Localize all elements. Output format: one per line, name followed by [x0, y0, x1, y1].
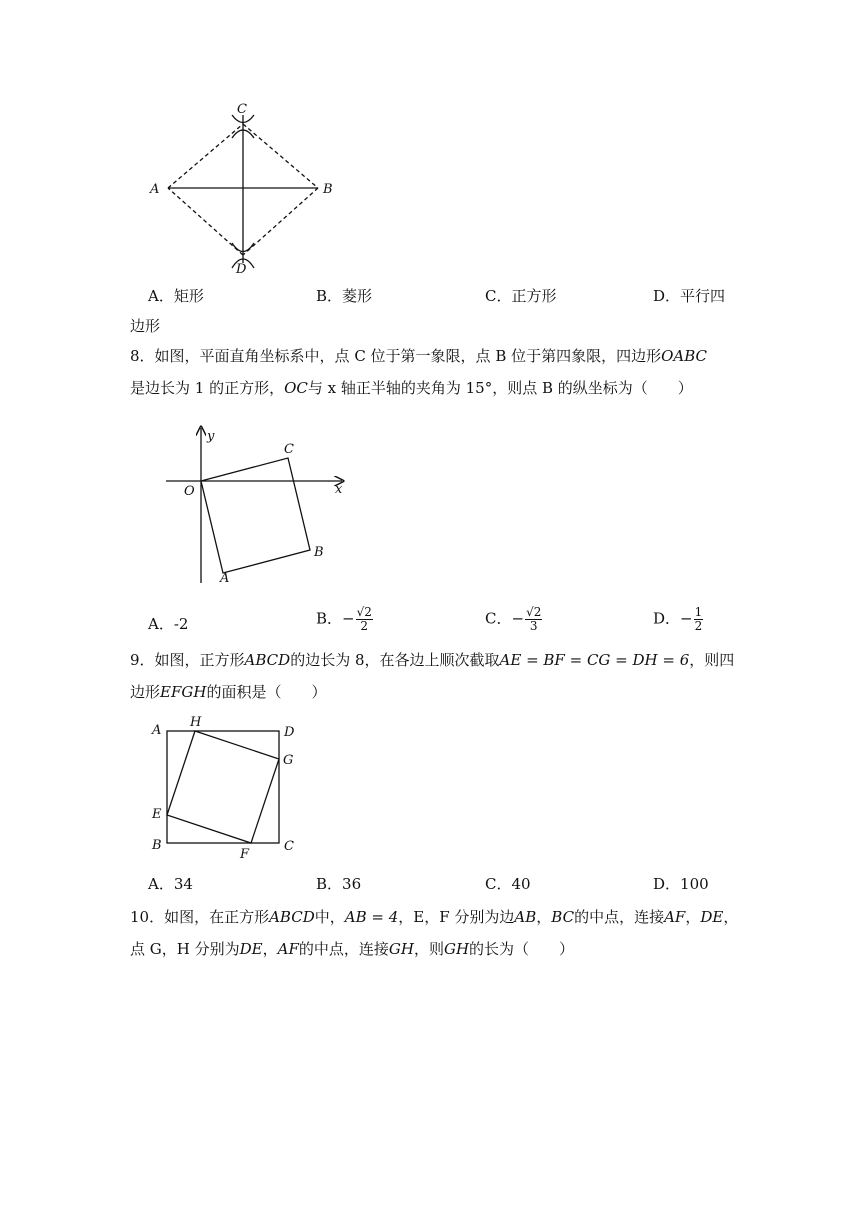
q9-label-d: D — [284, 725, 295, 740]
q8-stem-line2: 是边长为 1 的正方形，OC与 x 轴正半轴的夹角为 15°，则点 B 的纵坐标为（ ） — [130, 379, 693, 397]
q8-figure — [160, 420, 360, 590]
q8-label-y: y — [207, 429, 215, 444]
q9-square-abcd — [167, 731, 279, 843]
q9-label-a: A — [152, 723, 162, 738]
q9-label-e: E — [152, 807, 162, 822]
q7-label-a: A — [150, 182, 160, 197]
q8-label-c: C — [284, 442, 294, 457]
q7-label-c: C — [237, 102, 247, 117]
q8-label-a: A — [220, 571, 230, 586]
q9-label-c: C — [284, 839, 294, 854]
q10-stem-line1: 10．如图，在正方形ABCD中，AB = 4，E，F 分别为边AB，BC的中点，连接AF，DE， — [130, 908, 739, 926]
q9-label-h: H — [190, 716, 202, 730]
q7-option-a: A．矩形 — [148, 287, 204, 305]
q9-option-c: C．40 — [485, 875, 531, 893]
q8-option-a: A．-2 — [148, 615, 189, 633]
q8-label-b: B — [314, 545, 324, 560]
q7-option-d-wrap: 边形 — [130, 317, 161, 335]
q9-stem-line1: 9．如图，正方形ABCD的边长为 8，在各边上顺次截取AE = BF = CG = DH = 6，则四 — [130, 651, 735, 669]
q9-label-b: B — [152, 838, 162, 853]
q7-figure — [140, 100, 340, 280]
q8-option-d: D．− $\frac{1}{2}$ — [653, 605, 703, 633]
q7-option-b: B．菱形 — [316, 287, 373, 305]
q9-figure — [146, 716, 306, 866]
q8-label-x: x — [335, 482, 343, 497]
q9-square-efgh — [167, 731, 279, 843]
q9-label-g: G — [283, 753, 294, 768]
q9-option-d: D．100 — [653, 875, 709, 893]
q7-label-d: D — [236, 262, 247, 277]
q8-option-c: C．− $\frac{√2}{3}$ — [485, 605, 542, 633]
q7-option-d: D．平行四 — [653, 287, 726, 305]
q7-option-c: C．正方形 — [485, 287, 557, 305]
q8-option-b: B．− $\frac{√2}{2}$ — [316, 605, 372, 633]
q8-option-d-fraction: $\frac{1}{2}$ — [694, 605, 703, 633]
q8-stem-line1: 8．如图，平面直角坐标系中，点 C 位于第一象限，点 B 位于第四象限，四边形OABC — [130, 347, 708, 365]
q9-stem-line2: 边形EFGH的面积是（ ） — [130, 683, 327, 701]
q9-option-b: B．36 — [316, 875, 362, 893]
q9-option-a: A．34 — [148, 875, 193, 893]
q10-stem-line2: 点 G，H 分别为DE，AF的中点，连接GH，则GH的长为（ ） — [130, 940, 575, 958]
q8-square-oabc — [201, 458, 310, 573]
q9-label-f: F — [240, 847, 250, 862]
q8-option-b-fraction: $\frac{√2}{2}$ — [356, 605, 372, 633]
q8-option-c-fraction: $\frac{√2}{3}$ — [526, 605, 542, 633]
q7-label-b: B — [323, 182, 333, 197]
q8-label-o: O — [184, 484, 195, 499]
